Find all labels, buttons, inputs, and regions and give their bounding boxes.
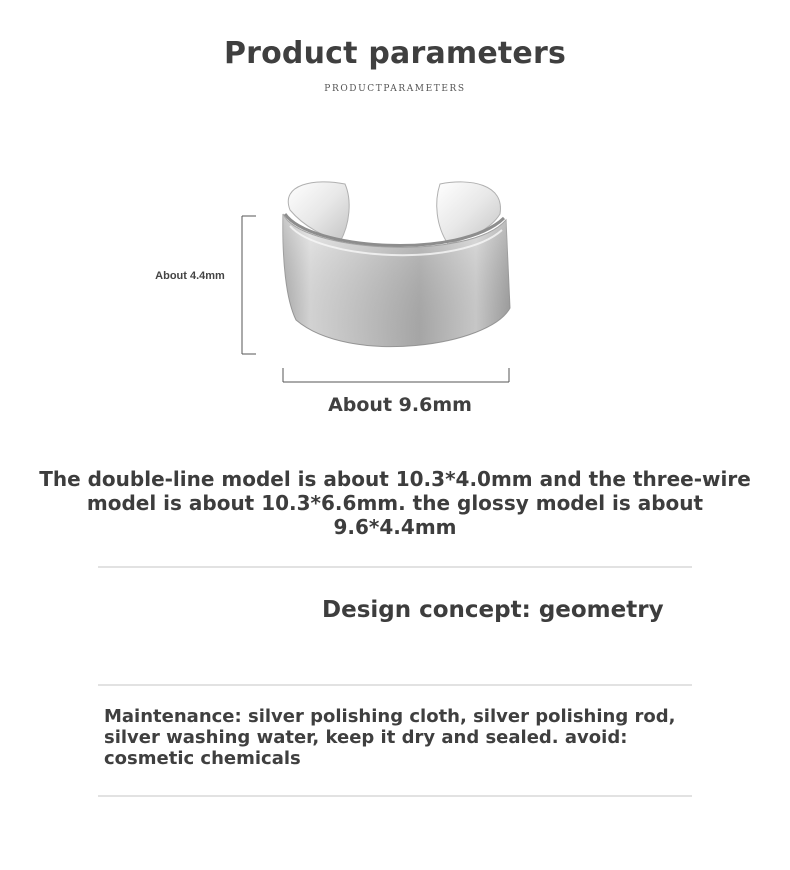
design-concept-text: Design concept: geometry — [322, 597, 664, 623]
divider-middle — [98, 684, 692, 686]
divider-top — [98, 566, 692, 568]
divider-bottom — [98, 795, 692, 797]
width-dimension-label: About 9.6mm — [328, 394, 472, 416]
ring-dimension-figure — [140, 170, 540, 430]
model-size-note: The double-line model is about 10.3*4.0mm and the three-wire model is about 10.3*6.6mm. the glossy model is about 9.6*4.4mm — [39, 467, 751, 539]
page-subtitle: PRODUCTPARAMETERS — [324, 84, 466, 94]
ring-image — [140, 170, 540, 430]
maintenance-text: Maintenance: silver polishing cloth, silver polishing rod, silver washing water, keep it dry and sealed. avoid: cosmetic chemicals — [104, 706, 676, 769]
page-title: Product parameters — [223, 36, 567, 71]
height-dimension-label: About 4.4mm — [155, 270, 225, 282]
